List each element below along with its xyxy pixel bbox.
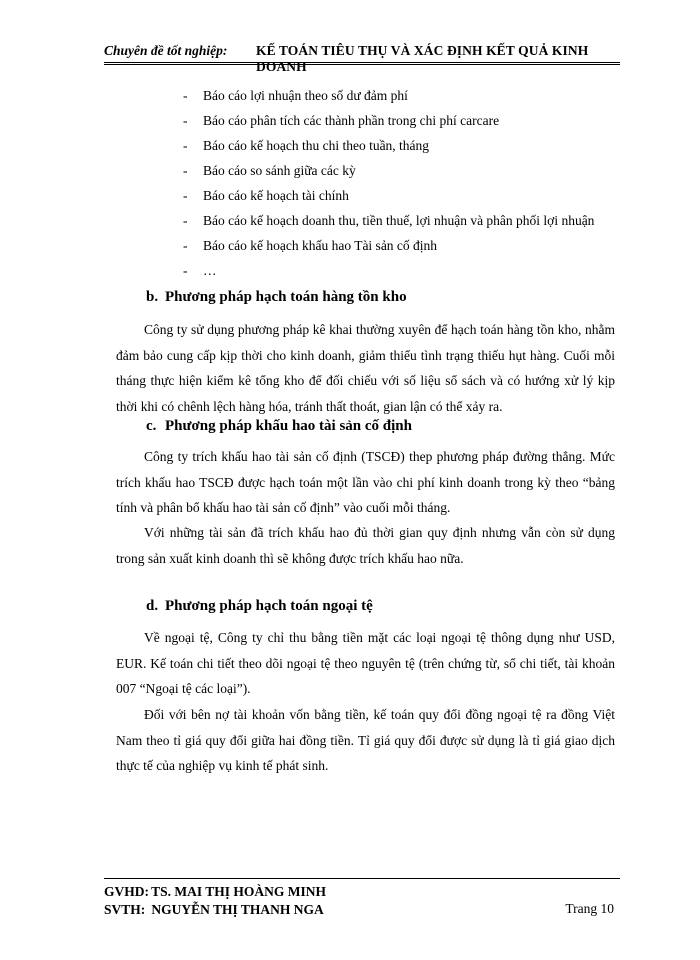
supervisor-name: TS. MAI THỊ HOÀNG MINH [151,884,327,899]
list-item-text: Báo cáo kế hoạch doanh thu, tiền thuế, lợi nhuận và phân phối lợi nhuận [203,213,595,228]
bullet-dash: - [183,188,188,203]
paragraph: Công ty sử dụng phương pháp kê khai thường xuyên để hạch toán hàng tồn kho, nhằm đảm bảo cung cấp kịp thời cho kinh doanh, giảm thiểu tình trạng thiếu hụt hàng. Cuối mỗi tháng thực hiện kiểm kê tổng kho để đối chiếu với số liệu sổ sách và có hướng xử lý kịp thời khi có chênh lệch hàng hóa, tránh thất thoát, gian lận có thể xảy ra. [116,322,615,414]
bullet-dash: - [183,263,188,278]
page-header [104,40,620,74]
list-item-text: Báo cáo lợi nhuận theo số dư đảm phí [203,88,408,103]
paragraph: Đối với bên nợ tài khoản vốn bằng tiền, kế toán quy đổi đồng ngoại tệ ra đồng Việt Nam theo tỉ giá quy đổi giữa hai đồng tiền. Tỉ giá quy đổi được sử dụng là tỉ giá giao dịch thực tế của nghiệp vụ kinh tế phát sinh. [116,707,615,773]
bullet-dash: - [183,163,188,178]
bullet-dash: - [183,113,188,128]
student-label: SVTH: [104,902,146,917]
list-item-text: Báo cáo phân tích các thành phần trong chi phí carcare [203,113,500,128]
section-letter: b. [146,289,159,305]
paragraph: Với những tài sản đã trích khấu hao đủ thời gian quy định nhưng vẫn còn sử dụng trong sản xuất kinh doanh thì sẽ không được trích khấu hao nữa. [116,525,615,566]
paragraph: Công ty trích khấu hao tài sản cố định (TSCĐ) thep phương pháp đường thẳng. Mức trích khấu hao TSCĐ được hạch toán một lần vào chi phí kinh doanh trong kỳ theo “bảng tính và phân bổ khấu hao tài sản cố định” vào cuối mỗi tháng. [116,449,615,515]
header-document-title: KẾ TOÁN TIÊU THỤ VÀ XÁC ĐỊNH KẾT QUẢ KINH DOANH [256,43,589,74]
list-item-text: … [203,263,217,278]
list-item-text: Báo cáo kế hoạch thu chi theo tuần, tháng [203,138,430,153]
paragraph: Về ngoại tệ, Công ty chỉ thu bằng tiền mặt các loại ngoại tệ thông dụng như USD, EUR. Kế toán chi tiết theo dõi ngoại tệ theo nguyên tệ (trên chứng từ, sổ chi tiết, tài khoản 007 “Ngoại tệ các loại”). [116,630,615,696]
section-letter: c. [146,418,157,434]
section-heading-inventory [146,289,407,306]
page-number: Trang 10 [565,901,614,916]
list-item-text: Báo cáo kế hoạch khấu hao Tài sản cố định [203,238,438,253]
section-title: Phương pháp hạch toán hàng tồn kho [165,289,407,305]
student-line [104,902,620,920]
section-title: Phương pháp hạch toán ngoại tệ [165,598,373,614]
bullet-dash: - [183,138,188,153]
header-course-label: Chuyên đề tốt nghiệp: [104,43,228,58]
bullet-dash: - [183,88,188,103]
section-letter: d. [146,598,159,614]
bullet-dash: - [183,238,188,253]
section-title: Phương pháp khấu hao tài sản cố định [165,418,412,434]
list-item-text: Báo cáo so sánh giữa các kỳ [203,163,356,178]
student-name: NGUYỄN THỊ THANH NGA [151,902,324,917]
section-heading-foreign-currency [146,598,373,615]
page-footer [104,878,620,920]
list-item-text: Báo cáo kế hoạch tài chính [203,188,349,203]
section-heading-depreciation [146,418,412,435]
supervisor-line [104,884,620,902]
supervisor-label: GVHD: [104,884,149,899]
bullet-dash: - [183,213,188,228]
